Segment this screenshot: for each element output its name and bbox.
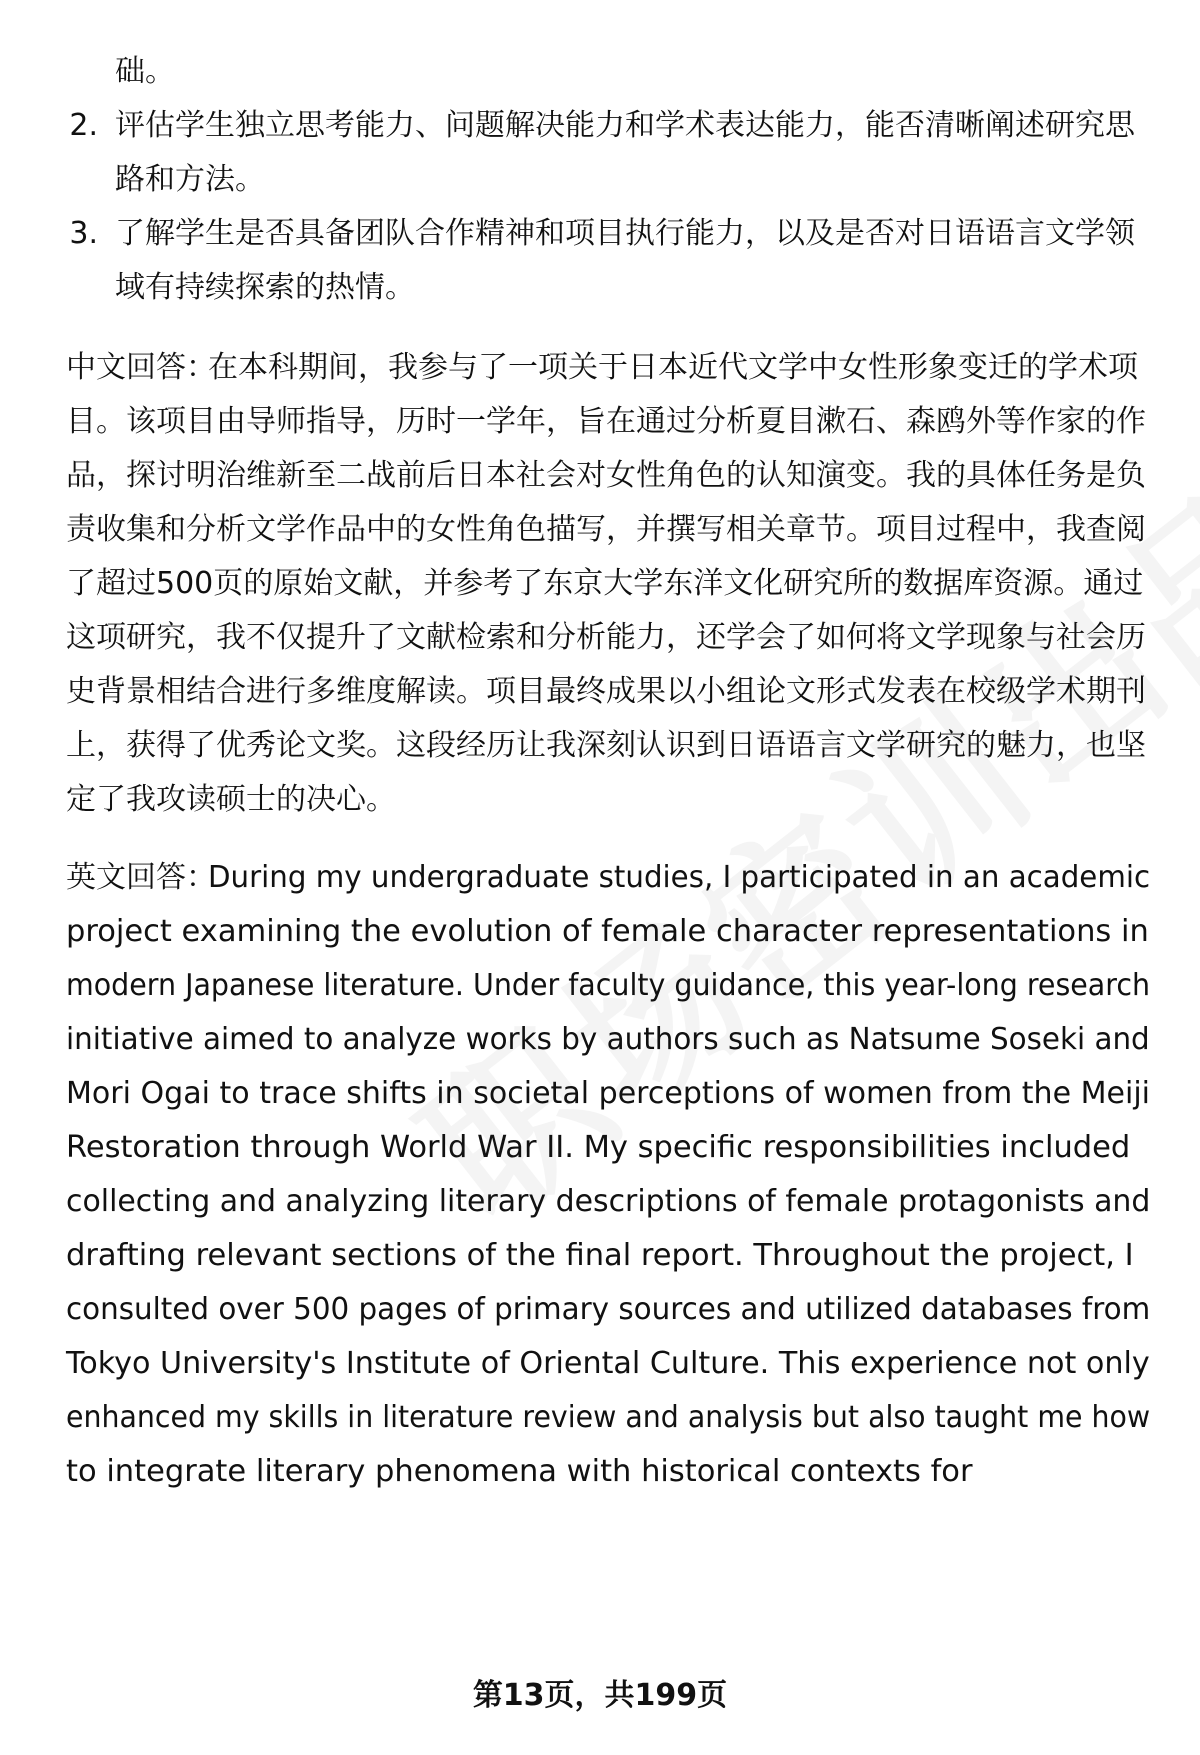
paragraph-line: 史背景相结合进行多维度解读。项目最终成果以小组论文形式发表在校级学术期刊 <box>66 674 1146 709</box>
paragraph-line: 这项研究，我不仅提升了文献检索和分析能力，还学会了如何将文学现象与社会历 <box>66 620 1146 655</box>
paragraph-line: enhanced my skills in literature review and analysis but also taught me how <box>66 1400 1151 1435</box>
page-number-footer: 第13页，共199页 <box>472 1678 728 1713</box>
paragraph-line: project examining the evolution of female character representations in <box>66 914 1149 949</box>
paragraph-line: Mori Ogai to trace shifts in societal perceptions of women from the Meiji <box>66 1076 1151 1111</box>
paragraph-line: During my undergraduate studies, I participated in an academic <box>208 860 1151 895</box>
paragraph-line: 了超过500页的原始文献，并参考了东京大学东洋文化研究所的数据库资源。通过 <box>66 566 1144 601</box>
paragraph-line: 定了我攻读硕士的决心。 <box>66 782 396 817</box>
list-item-line: 了解学生是否具备团队合作精神和项目执行能力，以及是否对日语语言文学领 <box>115 216 1135 251</box>
list-number: 3. <box>69 216 98 251</box>
paragraph-line: 在本科期间，我参与了一项关于日本近代文学中女性形象变迁的学术项 <box>208 350 1138 385</box>
paragraph-line: 责收集和分析文学作品中的女性角色描写，并撰写相关章节。项目过程中，我查阅 <box>66 512 1146 547</box>
paragraph-line: drafting relevant sections of the final report. Throughout the project, I <box>66 1238 1134 1273</box>
english-answer-label: 英文回答： <box>66 860 216 895</box>
list-number: 2. <box>69 108 98 143</box>
paragraph-line: initiative aimed to analyze works by authors such as Natsume Soseki and <box>66 1022 1150 1057</box>
list-item-line: 路和方法。 <box>115 162 265 197</box>
paragraph-line: 品，探讨明治维新至二战前后日本社会对女性角色的认知演变。我的具体任务是负 <box>66 458 1146 493</box>
list-item-line: 评估学生独立思考能力、问题解决能力和学术表达能力，能否清晰阐述研究思 <box>115 108 1135 143</box>
chinese-answer-label: 中文回答： <box>66 350 216 385</box>
paragraph-line: Tokyo University's Institute of Oriental Culture. This experience not only <box>66 1346 1150 1381</box>
list-continuation: 础。 <box>115 54 175 89</box>
paragraph-line: consulted over 500 pages of primary sources and utilized databases from <box>66 1292 1151 1327</box>
paragraph-line: collecting and analyzing literary descriptions of female protagonists and <box>66 1184 1151 1219</box>
paragraph-line: Restoration through World War II. My specific responsibilities included <box>66 1130 1131 1165</box>
paragraph-line: 目。该项目由导师指导，历时一学年，旨在通过分析夏目漱石、森鸥外等作家的作 <box>66 404 1146 439</box>
paragraph-line: to integrate literary phenomena with historical contexts for <box>66 1454 973 1489</box>
paragraph-line: modern Japanese literature. Under faculty guidance, this year-long research <box>66 968 1151 1003</box>
list-item-line: 域有持续探索的热情。 <box>115 270 415 305</box>
paragraph-line: 上，获得了优秀论文奖。这段经历让我深刻认识到日语语言文学研究的魅力，也坚 <box>66 728 1146 763</box>
